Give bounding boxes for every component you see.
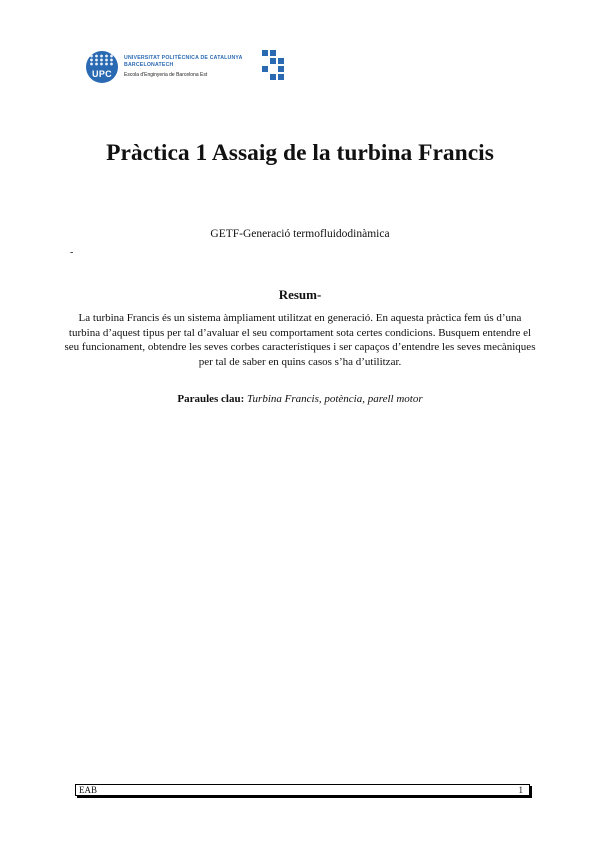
abstract-heading: Resum- <box>278 287 322 302</box>
page-number: 1 <box>518 785 523 795</box>
abstract-text: La turbina Francis és un sistema àmpliament utilitzat en generació. En aquesta pràctica fem ús d’una turbina d’aquest tipus per tal d’avaluar el seu comportament sota certes condicions. Busquem entendre el seu funcionament, obtendre les seves corbes característiques i ser capaços d’entendre les seves mecàniques per tal de saber en quins casos s’ha d’utilitzar. <box>64 312 536 368</box>
logo-text <box>124 55 243 80</box>
document-subtitle: GETF-Generació termofluidodinàmica <box>210 228 390 240</box>
keywords-line <box>0 393 600 405</box>
logo-line-university: UNIVERSITAT POLITÈCNICA DE CATALUNYA <box>124 54 243 61</box>
upc-emblem-text: UPC <box>92 69 112 79</box>
keywords-label: Paraules clau: <box>177 393 245 405</box>
footer-left-text: EAB <box>79 785 97 795</box>
stray-mark: - <box>70 247 74 258</box>
school-squares-mark <box>262 50 284 84</box>
upc-emblem <box>86 51 118 83</box>
document-title: Pràctica 1 Assaig de la turbina Francis <box>106 140 494 166</box>
logo-line-school: Escola d'Enginyeria de Barcelona Est <box>124 71 208 78</box>
logo-line-barcelonatech: BARCELONATECH <box>124 61 174 68</box>
page-footer <box>75 784 530 796</box>
university-logo <box>86 44 243 90</box>
keywords-value: Turbina Francis, potència, parell motor <box>247 393 423 405</box>
